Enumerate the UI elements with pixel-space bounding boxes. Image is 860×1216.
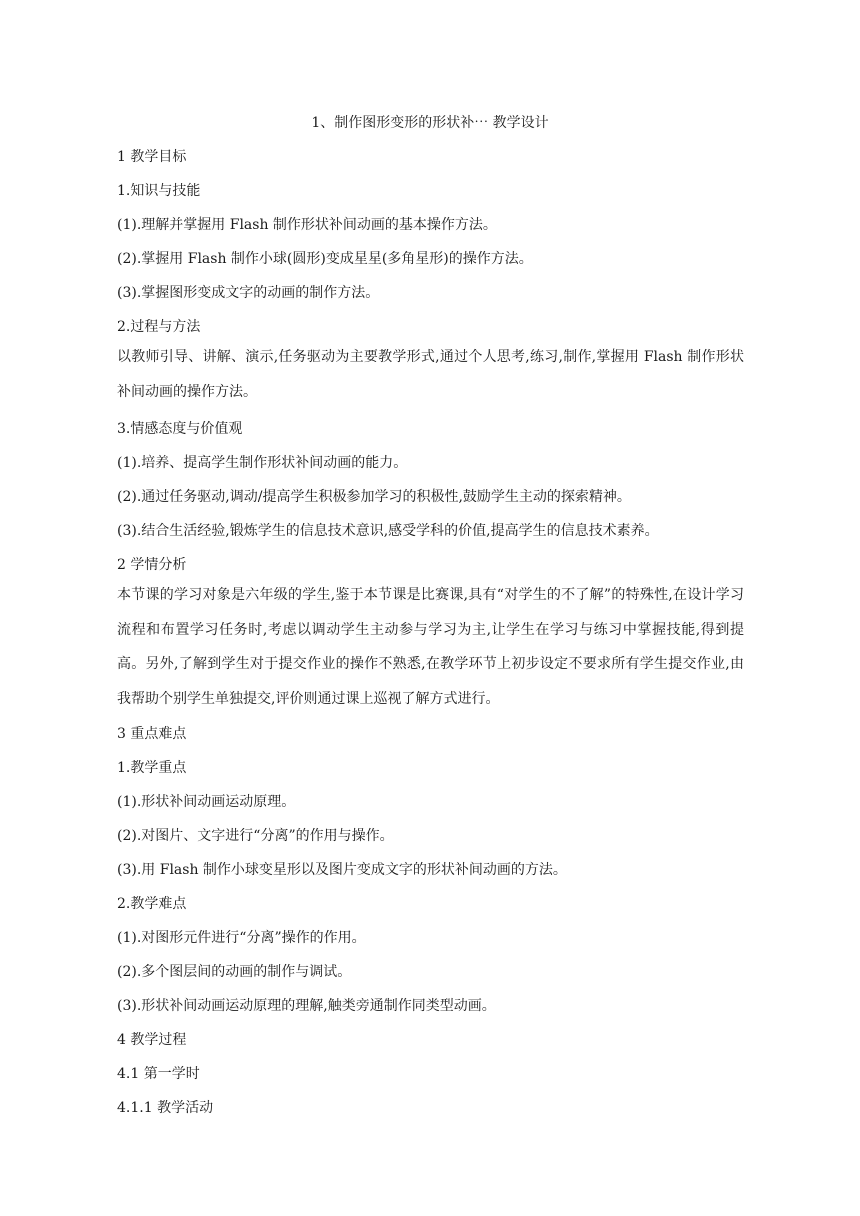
- subheading-teaching-activities: 4.1.1 教学活动: [117, 1100, 214, 1116]
- list-item: (3).结合生活经验,锻炼学生的信息技术意识,感受学科的价值,提高学生的信息技术素养。: [117, 523, 659, 539]
- section-heading-teaching-process: 4 教学过程: [117, 1032, 187, 1048]
- list-item: (2).多个图层间的动画的制作与调试。: [117, 964, 352, 980]
- list-item: (1).理解并掌握用 Flash 制作形状补间动画的基本操作方法。: [117, 217, 497, 233]
- list-item: (3).形状补间动画运动原理的理解,触类旁通制作同类型动画。: [117, 998, 496, 1014]
- section-heading-teaching-objectives: 1 教学目标: [117, 149, 187, 165]
- list-item: (3).掌握图形变成文字的动画的制作方法。: [117, 285, 380, 301]
- list-item: (1).对图形元件进行“分离”操作的作用。: [117, 930, 366, 946]
- subheading-key-points: 1.教学重点: [117, 760, 187, 776]
- section-heading-student-analysis: 2 学情分析: [117, 557, 187, 573]
- list-item: (2).对图片、文字进行“分离”的作用与操作。: [117, 828, 394, 844]
- document-title: 1、制作图形变形的形状补⋯ 教学设计: [311, 115, 549, 131]
- list-item: (1).形状补间动画运动原理。: [117, 794, 296, 810]
- list-item: (1).培养、提高学生制作形状补间动画的能力。: [117, 455, 408, 471]
- paragraph-process-method: 以教师引导、讲解、演示,任务驱动为主要教学形式,通过个人思考,练习,制作,掌握用 Flash 制作形状补间动画的操作方法。: [117, 349, 744, 400]
- subheading-knowledge-skills: 1.知识与技能: [117, 183, 201, 199]
- subheading-process-method: 2.过程与方法: [117, 319, 201, 335]
- list-item: (2).通过任务驱动,调动/提高学生积极参加学习的积极性,鼓励学生主动的探索精神。: [117, 489, 631, 505]
- list-item: (2).掌握用 Flash 制作小球(圆形)变成星星(多角星形)的操作方法。: [117, 251, 533, 267]
- subheading-first-period: 4.1 第一学时: [117, 1066, 200, 1082]
- subheading-difficult-points: 2.教学难点: [117, 896, 187, 912]
- subheading-emotion-values: 3.情感态度与价值观: [117, 421, 243, 437]
- list-item: (3).用 Flash 制作小球变星形以及图片变成文字的形状补间动画的方法。: [117, 862, 567, 878]
- section-heading-key-difficult-points: 3 重点难点: [117, 726, 187, 742]
- paragraph-student-analysis: 本节课的学习对象是六年级的学生,鉴于本节课是比赛课,具有“对学生的不了解”的特殊性,在设计学习流程和布置学习任务时,考虑以调动学生主动参与学习为主,让学生在学习与练习中掌握技能,得到提高。另外,了解到学生对于提交作业的操作不熟悉,在教学环节上初步设定不要求所有学生提交作业,由我帮助个别学生单独提交,评价则通过课上巡视了解方式进行。: [117, 587, 744, 707]
